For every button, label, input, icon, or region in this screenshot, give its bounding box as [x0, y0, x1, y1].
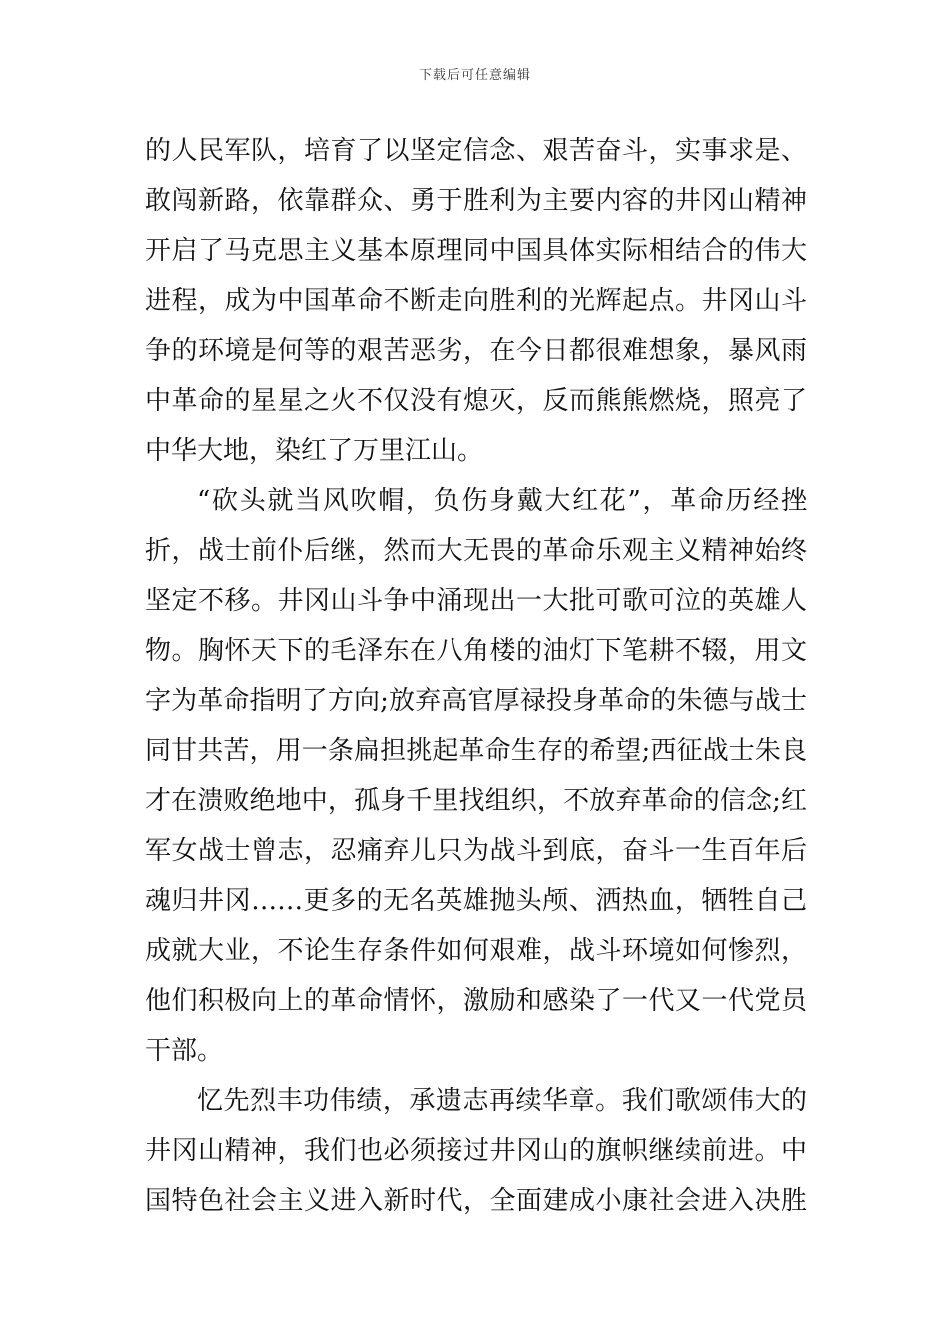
text-line: 字为革命指明了方向;放弃高官厚禄投身革命的朱德与战士: [145, 686, 807, 716]
text-line: 才在溃败绝地中，孤身千里找组织，不放弃革命的信念;红: [145, 786, 807, 816]
text-line: 坚定不移。井冈山斗争中涌现出一大批可歌可泣的英雄人: [145, 586, 807, 616]
page-header: 下载后可任意编辑: [418, 68, 531, 83]
text-line: 成就大业，不论生存条件如何艰难，战斗环境如何惨烈，: [145, 936, 807, 966]
text-line: 争的环境是何等的艰苦恶劣，在今日都很难想象，暴风雨: [145, 336, 807, 366]
text-line: 忆先烈丰功伟绩，承遗志再续华章。我们歌颂伟大的: [197, 1086, 807, 1116]
text-line: 中华大地，染红了万里江山。: [145, 436, 484, 466]
text-line: 国特色社会主义进入新时代，全面建成小康社会进入决胜: [145, 1186, 807, 1216]
text-line: 进程，成为中国革命不断走向胜利的光辉起点。井冈山斗: [145, 286, 807, 316]
text-line: 折，战士前仆后继，然而大无畏的革命乐观主义精神始终: [145, 536, 807, 566]
text-line: 同甘共苦，用一条扁担挑起革命生存的希望;西征战士朱良: [145, 736, 807, 766]
text-line: 的人民军队，培育了以坚定信念、艰苦奋斗，实事求是、: [145, 136, 807, 166]
text-line: 他们积极向上的革命情怀，激励和感染了一代又一代党员: [145, 986, 807, 1016]
document-body: [145, 126, 807, 1226]
text-line: 中革命的星星之火不仅没有熄灭，反而熊熊燃烧，照亮了: [145, 386, 807, 416]
text-line: 井冈山精神，我们也必须接过井冈山的旗帜继续前进。中: [145, 1136, 807, 1166]
text-line: 干部。: [145, 1036, 224, 1066]
text-line: 物。胸怀天下的毛泽东在八角楼的油灯下笔耕不辍，用文: [145, 636, 807, 666]
text-line: “砍头就当风吹帽，负伤身戴大红花”，革命历经挫: [197, 486, 807, 516]
text-line: 魂归井冈……更多的无名英雄抛头颅、洒热血，牺牲自己: [145, 886, 807, 916]
text-line: 军女战士曾志，忍痛弃儿只为战斗到底，奋斗一生百年后: [145, 836, 807, 866]
text-line: 开启了马克思主义基本原理同中国具体实际相结合的伟大: [145, 236, 807, 266]
text-line: 敢闯新路，依靠群众、勇于胜利为主要内容的井冈山精神: [145, 186, 807, 216]
